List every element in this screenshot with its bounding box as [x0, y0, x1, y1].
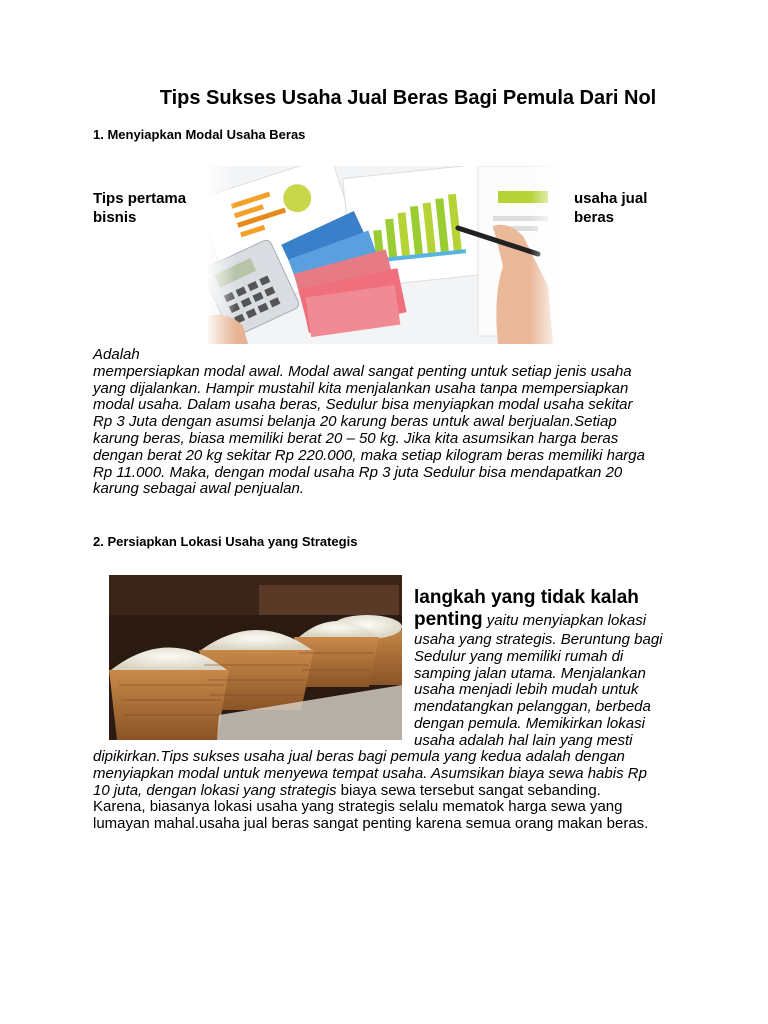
section-1-paragraph	[93, 347, 673, 498]
side-big-word: penting	[414, 609, 483, 630]
paragraph-line: Rp 11.000. Maka, dengan modal usaha Rp 3 juta Sedulur bisa mendapatkan 20	[93, 463, 623, 481]
side-line: mendatangkan pelanggan, berbeda	[414, 698, 651, 716]
mixed-italic-part: 10 juta, dengan lokasi yang strategis	[93, 781, 337, 799]
paragraph-line: Adalah	[93, 346, 140, 363]
paragraph-line: dengan berat 20 kg sekitar Rp 220.000, maka setiap kilogram beras memiliki harga	[93, 446, 645, 464]
side-left-line: Tips pertama	[93, 190, 187, 207]
paragraph-line: karung beras, biasa memiliki berat 20 – 50 kg. Jika kita asumsikan harga beras	[93, 429, 619, 447]
section-1-heading: 1. Menyiapkan Modal Usaha Beras	[93, 127, 306, 142]
side-right-line: beras	[574, 209, 615, 226]
side-line: usaha menjadi lebih mudah untuk	[414, 681, 639, 699]
side-big-line: langkah yang tidak kalah	[414, 587, 639, 608]
side-line: usaha yang strategis. Beruntung bagi	[414, 631, 663, 648]
paragraph-line: yang dijalankan. Hampir mustahil kita menjalankan usaha tanpa mempersiapkan	[93, 379, 629, 397]
paragraph-line: Karena, biasanya lokasi usaha yang strategis selalu mematok harga sewa yang	[93, 798, 623, 816]
side-line: Sedulur yang memiliki rumah di	[414, 647, 624, 665]
section-2-paragraph	[93, 749, 683, 833]
section-2-heading: 2. Persiapkan Lokasi Usaha yang Strategis	[93, 534, 358, 549]
mixed-normal-part: biaya sewa tersebut sangat sebanding.	[336, 781, 601, 799]
paragraph-line: lumayan mahal.usaha jual beras sangat penting karena semua orang makan beras.	[93, 815, 649, 833]
side-after-big: yaitu menyiapkan lokasi	[482, 612, 647, 629]
page-title: Tips Sukses Usaha Jual Beras Bagi Pemula Dari Nol	[159, 87, 657, 109]
side-lines	[414, 632, 684, 750]
paragraph-line: mempersiapkan modal awal. Modal awal sangat penting untuk setiap jenis usaha	[93, 362, 632, 380]
side-line: dengan pemula. Memikirkan lokasi	[414, 714, 645, 732]
rice-baskets-image	[109, 575, 402, 740]
paragraph-line: modal usaha. Dalam usaha beras, Sedulur bisa menyiapkan modal usaha sekitar	[93, 396, 633, 414]
section-1-side-left	[93, 189, 186, 227]
side-line: samping jalan utama. Menjalankan	[414, 664, 646, 682]
paragraph-line: Rp 3 Juta dengan asumsi belanja 20 karung beras untuk awal berjualan.Setiap	[93, 413, 617, 431]
section-2-side-text	[414, 586, 684, 750]
side-line: usaha adalah hal lain yang mesti	[414, 731, 633, 749]
paragraph-line-mixed	[93, 783, 683, 800]
side-mixed-line	[414, 609, 684, 632]
side-left-line: bisnis	[93, 209, 137, 226]
paragraph-line: dipikirkan.Tips sukses usaha jual beras bagi pemula yang kedua adalah dengan	[93, 748, 625, 765]
side-right-line: usaha jual	[574, 190, 648, 207]
finance-illustration-image	[208, 166, 558, 344]
paragraph-line: menyiapkan modal untuk menyewa tempat usaha. Asumsikan biaya sewa habis Rp	[93, 764, 647, 782]
section-1-side-right	[574, 189, 647, 227]
paragraph-line: karung sebagai awal penjualan.	[93, 480, 304, 498]
